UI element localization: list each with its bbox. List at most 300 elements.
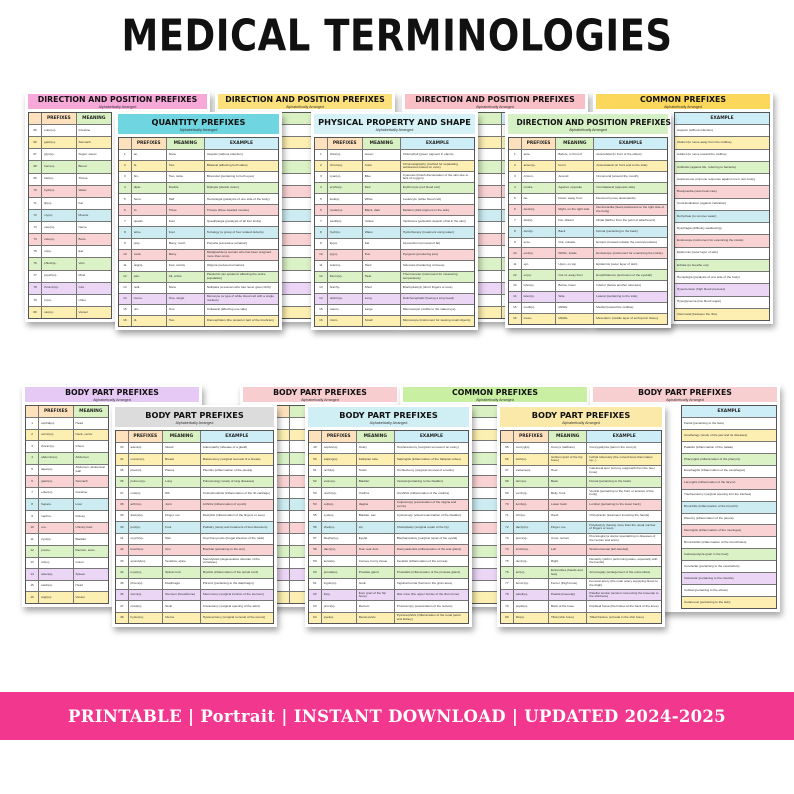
row-example: Inferior (below another structure) (594, 281, 667, 291)
row-number: 3 (119, 172, 132, 182)
sheet-subtitle: Alphabetically Arranged (175, 421, 214, 425)
row-prefix: an- (132, 150, 167, 160)
row-prefix: oste(o)- (42, 234, 76, 245)
row-meaning: Side (556, 292, 594, 302)
table-header-row (309, 431, 468, 443)
table-header-row (29, 113, 111, 125)
row-meaning: Liver (74, 499, 108, 510)
row-prefix: colp(o)- (322, 500, 357, 510)
row-number: 73 (29, 222, 42, 233)
table-row (509, 281, 667, 292)
sheet-title (220, 95, 390, 104)
row-meaning: Patella (kneecap) (549, 590, 587, 600)
sheet-title (120, 117, 277, 127)
row-meaning: Testis (357, 466, 395, 476)
row-example: Bradycardia (slow heart rate) (675, 186, 769, 197)
row-number: 61 (309, 579, 322, 589)
row-example: Triceps (three-headed muscle) (205, 205, 278, 215)
row-meaning: Cornea, horny tissue (357, 556, 395, 566)
row-meaning: Colon (74, 558, 108, 569)
row-example: Exhale (to breathe out) (675, 260, 769, 271)
table-row (682, 442, 776, 454)
row-meaning: Tibia (shin bone) (549, 613, 587, 623)
table-row (509, 259, 667, 270)
table-row (309, 443, 468, 454)
terms-table (508, 137, 668, 325)
row-prefix: neur(o)- (42, 222, 76, 233)
row-number: 49 (309, 443, 322, 453)
row-prefix: myel(o)- (129, 567, 164, 577)
row-number: 4 (119, 183, 132, 193)
row-prefix: poly- (132, 239, 167, 249)
row-number: 12 (509, 270, 522, 280)
sheet-title-text: BODY PART PREFIXES (65, 388, 159, 397)
sheet-title-text: BODY PART PREFIXES (273, 388, 367, 397)
row-meaning: Few, scanty (167, 261, 205, 271)
row-number: 7 (26, 488, 39, 499)
row-meaning: Below, lower (556, 281, 594, 291)
worksheet-preview (115, 112, 282, 330)
col-num-header (309, 431, 322, 442)
row-meaning: Stomach (77, 137, 111, 148)
table-row (29, 174, 111, 186)
table-row (501, 590, 661, 601)
col-example-header: EXAMPLE (675, 113, 769, 124)
row-meaning: Small (363, 316, 401, 326)
table-row (315, 272, 474, 283)
table-row (315, 227, 474, 238)
sheet-subtitle: Alphabetically Arranged (98, 105, 137, 109)
row-number: 53 (309, 488, 322, 498)
row-example: Monocyte (a type of white blood cell with a single nucleus) (205, 294, 278, 304)
row-example: Autoimmune (immune response against one's own body) (675, 174, 769, 185)
row-prefix: dist(o)- (522, 216, 557, 226)
col-meaning-header: MEANING (77, 113, 111, 124)
row-example: Cyanosis (bluish discoloration of the skin due to lack of oxygen) (401, 172, 474, 182)
table-row (116, 522, 273, 533)
col-meaning-header: MEANING (549, 431, 587, 442)
worksheet-preview (497, 405, 665, 627)
row-example: Meningitis (inflammation of the meninges) (682, 525, 776, 536)
row-prefix: dextr(o)- (514, 556, 549, 566)
table-row (309, 511, 468, 522)
row-number: 69 (29, 174, 42, 185)
row-example: Bilateral (affecting both sides) (205, 161, 278, 171)
row-example: Onychomycosis (fungal infection of the nails) (201, 534, 273, 544)
terms-table (681, 405, 777, 609)
row-meaning: Finger, toe (549, 522, 587, 532)
table-row (509, 292, 667, 303)
row-number: 6 (26, 476, 39, 487)
table-row (675, 186, 769, 198)
table-row (26, 546, 108, 558)
row-prefix: psych(o)- (42, 271, 76, 282)
table-row (315, 261, 474, 272)
table-row (116, 500, 273, 511)
table-row (26, 430, 108, 442)
row-number: 1 (119, 150, 132, 160)
row-example: Popliteal fossa (the hollow at the back of the knee) (587, 601, 661, 611)
col-prefixes-header: PREFIXES (328, 138, 363, 149)
row-meaning: Ovary (357, 443, 395, 453)
row-meaning: Two, twice (167, 172, 205, 182)
table-row (29, 137, 111, 149)
row-meaning: Red (363, 183, 401, 193)
row-number: 5 (26, 465, 39, 476)
row-number: 59 (309, 556, 322, 566)
row-number: 68 (29, 161, 42, 172)
row-example: Acromegaly (enlargement of the extremities) (587, 567, 661, 577)
row-prefix: acr(o)- (514, 567, 549, 577)
table-row (309, 567, 468, 578)
row-meaning: Belly, front (549, 488, 587, 498)
row-example: Proctologist (a doctor specializing in diseases of the rectum and anus) (587, 534, 661, 544)
row-example: Antibiotic (against life, referring to bacteria) (675, 162, 769, 173)
row-meaning: Long (363, 294, 401, 304)
row-prefix: ili(o)- (322, 590, 357, 600)
table-row (501, 488, 661, 499)
table-row (509, 270, 667, 281)
sheet-title (30, 95, 205, 104)
sheet-header (314, 114, 475, 134)
row-prefix: nephro- (39, 511, 73, 522)
row-meaning: Short (363, 283, 401, 293)
table-row (682, 573, 776, 585)
row-meaning: Black, dark (363, 205, 401, 215)
row-prefix: melan(o)- (328, 205, 363, 215)
row-meaning: Three (167, 205, 205, 215)
row-meaning: Ilium (part of the hip bone) (357, 590, 395, 600)
table-row (315, 205, 474, 216)
row-prefix: dactyl(o)- (129, 511, 164, 521)
row-prefix: de- (522, 194, 557, 204)
row-meaning: Breast (163, 454, 201, 464)
table-row (119, 161, 278, 172)
row-meaning: Hand (549, 511, 587, 521)
row-number: 79 (501, 601, 514, 611)
col-example-header: EXAMPLE (587, 431, 661, 442)
table-row (26, 441, 108, 453)
row-number: 8 (315, 227, 328, 237)
row-example: Anterolateral (in front and to the side) (594, 161, 667, 171)
row-prefix: mamm(o)- (129, 454, 164, 464)
row-number: 54 (309, 500, 322, 510)
row-prefix: brachi(o)- (129, 545, 164, 555)
row-number: 14 (119, 294, 132, 304)
page-title: MEDICAL TERMINOLOGIES (121, 10, 673, 61)
row-number: 73 (501, 534, 514, 544)
row-example: Distal (farther from the point of attachment) (594, 216, 667, 226)
row-meaning: Ear (77, 246, 111, 257)
table-row (309, 579, 468, 590)
row-prefix: dextr(o)- (522, 205, 557, 215)
row-meaning: Heart (74, 581, 108, 592)
row-example: Hemiplegia (paralysis of one side of the body) (675, 272, 769, 283)
row-number: 33 (116, 443, 129, 453)
row-meaning: Clot (77, 283, 111, 294)
row-meaning: Abdomen (74, 453, 108, 464)
row-meaning: None (167, 150, 205, 160)
row-prefix: olig(o)- (132, 261, 167, 271)
table-row (119, 183, 278, 194)
row-prefix: di- (132, 316, 167, 326)
table-row (501, 443, 661, 454)
row-number: 10 (26, 523, 39, 534)
row-prefix: inguin(o)- (322, 579, 357, 589)
row-meaning: Skull (163, 601, 201, 611)
col-meaning-header: MEANING (357, 431, 395, 442)
row-prefix: cephal(o)- (39, 418, 73, 429)
col-example-header: EXAMPLE (682, 406, 776, 417)
row-meaning: Right (549, 556, 587, 566)
row-meaning: Many, much (167, 239, 205, 249)
row-number: 3 (315, 172, 328, 182)
table-row (116, 545, 273, 556)
table-header-row (116, 431, 273, 443)
row-number: 63 (309, 601, 322, 611)
row-example: Unilateral (affecting one side) (205, 305, 278, 315)
row-meaning: Yellow (363, 216, 401, 226)
table-row (509, 303, 667, 314)
row-example: Chlorophyll (green pigment in plants) (401, 150, 474, 160)
row-example: Craniotomy (surgical opening of the skull) (201, 601, 273, 611)
row-prefix: glyc(o)- (42, 149, 76, 160)
table-header-row (501, 431, 661, 443)
row-prefix: uro- (39, 523, 73, 534)
table-row (29, 283, 111, 295)
sheet-title (117, 410, 272, 420)
table-row (315, 194, 474, 205)
row-number: 14 (509, 292, 522, 302)
row-meaning: Around (556, 172, 594, 182)
row-meaning: Four (167, 227, 205, 237)
sheet-title (407, 95, 583, 104)
table-row (315, 183, 474, 194)
table-row (29, 186, 111, 198)
row-number: 78 (501, 590, 514, 600)
table-row (309, 613, 468, 623)
row-prefix: phren(o)- (129, 579, 164, 589)
row-prefix: coccyg(o)- (514, 443, 549, 453)
table-row (29, 307, 111, 318)
row-prefix: py(o)- (328, 250, 363, 260)
row-meaning: Bladder (357, 477, 395, 487)
row-number: 76 (29, 258, 42, 269)
sheet-header (243, 387, 397, 402)
sheet-title-text: BODY PART PREFIXES (145, 410, 244, 420)
row-meaning: Before, in front of (556, 150, 594, 160)
table-row (309, 488, 468, 499)
row-example: Quadriplegia (paralysis of all four limbs) (205, 216, 278, 226)
row-meaning: Against, opposite (556, 183, 594, 193)
table-row (116, 590, 273, 601)
row-prefix: anter(o)- (522, 161, 557, 171)
row-number: 66 (29, 137, 42, 148)
table-row (682, 597, 776, 608)
row-number: 43 (116, 556, 129, 566)
worksheet-preview (505, 112, 671, 328)
row-prefix: cardi(o)- (39, 581, 73, 592)
table-row (26, 488, 108, 500)
col-example-header: EXAMPLE (395, 431, 468, 442)
table-row (116, 488, 273, 499)
row-prefix: chlor(o)- (328, 150, 363, 160)
row-example: Pleuritis (inflammation of the pleura) (201, 466, 273, 476)
table-row (26, 534, 108, 546)
row-example: Chromatography (method for separating substances based on color) (401, 161, 474, 171)
row-meaning: Large (363, 305, 401, 315)
row-number: 12 (119, 272, 132, 282)
sheet-header (115, 407, 274, 427)
row-number: 68 (501, 477, 514, 487)
row-number: 1 (315, 150, 328, 160)
table-row (675, 162, 769, 174)
row-prefix: pan- (132, 272, 167, 282)
row-meaning: Coccyx (tailbone) (549, 443, 587, 453)
row-example: Epidermis (outer layer of skin) (675, 248, 769, 259)
table-row (501, 556, 661, 567)
row-example: Nullipara (a woman who has never given birth) (205, 283, 278, 293)
table-row (315, 216, 474, 227)
row-example: Melanin (dark pigment in the skin) (401, 205, 474, 215)
row-example: Macroscopic (visible to the naked eye) (401, 305, 474, 315)
sheet-header (308, 407, 469, 427)
row-number: 71 (501, 511, 514, 521)
table-row (116, 443, 273, 454)
row-prefix: enter(o)- (39, 488, 73, 499)
table-row (309, 477, 468, 488)
row-number: 74 (29, 234, 42, 245)
row-example: Patellar tendon (tendon connecting the kneecap to the shinbone) (587, 590, 661, 600)
row-number: 9 (509, 238, 522, 248)
row-example: Thermometer (instrument for measuring temperature) (401, 272, 474, 282)
row-number: 46 (116, 590, 129, 600)
row-example: Chiropractic (treatment involving the hands) (587, 511, 661, 521)
row-example: Coccygodynia (pain in the coccyx) (587, 443, 661, 453)
row-meaning: Double (167, 183, 205, 193)
table-row (116, 579, 273, 590)
table-row (116, 466, 273, 477)
col-num-header (119, 138, 132, 149)
table-row (315, 239, 474, 250)
sheet-header (508, 114, 671, 134)
worksheet-preview (311, 112, 478, 330)
row-prefix: ante- (522, 150, 557, 160)
row-meaning: Mind (77, 271, 111, 282)
row-meaning: Muscle (77, 210, 111, 221)
row-number: 3 (509, 172, 522, 182)
row-example: Contralateral (opposite side) (594, 183, 667, 193)
table-row (26, 592, 108, 603)
row-prefix: patell(o)- (514, 590, 549, 600)
row-meaning: Middle (556, 314, 594, 324)
row-meaning: Fat (77, 198, 111, 209)
row-example: Brachial (pertaining to the arm) (201, 545, 273, 555)
row-number: 7 (315, 216, 328, 226)
table-row (309, 590, 468, 601)
col-meaning-header: MEANING (556, 138, 594, 149)
row-prefix: uni- (132, 305, 167, 315)
row-meaning: Back (556, 227, 594, 237)
row-example: Bronchitis (inflammation of the bronchi) (682, 502, 776, 513)
row-meaning: Vessel (77, 307, 111, 318)
row-example: Adenopathy (disease of a gland) (201, 443, 273, 453)
row-meaning: Heel (549, 466, 587, 476)
row-prefix: ur(o)- (42, 295, 76, 306)
terms-table (25, 405, 109, 604)
sheet-title-text: QUANTITY PREFIXES (151, 117, 246, 127)
row-number: 10 (119, 250, 132, 260)
sheet-header (500, 407, 662, 427)
row-prefix: gastr(o)- (39, 476, 73, 487)
row-example: Pyogenic (producing pus) (401, 250, 474, 260)
row-number: 8 (509, 227, 522, 237)
sheet-header (405, 94, 585, 109)
sheet-subtitle: Alphabetically Arranged (476, 105, 514, 109)
row-number: 16 (119, 316, 132, 326)
table-row (119, 205, 278, 216)
row-example: Adduct (to move toward the midline) (675, 150, 769, 161)
table-header-row (119, 138, 278, 150)
row-number: 47 (116, 601, 129, 611)
row-prefix: hydr(o)- (328, 227, 363, 237)
row-number: 44 (116, 567, 129, 577)
table-row (119, 239, 278, 250)
table-row (509, 205, 667, 216)
table-row (26, 558, 108, 570)
row-meaning: Urine (77, 295, 111, 306)
row-example: Cerebellar (pertaining to the cerebellum) (682, 561, 776, 572)
table-row (26, 511, 108, 523)
row-example: Polydactyly (having more than the usual number of fingers or toes) (587, 522, 661, 532)
row-number: 16 (509, 314, 522, 324)
row-example: Asepsis (without infection) (675, 125, 769, 136)
row-prefix: lip(o)- (42, 198, 76, 209)
row-number: 50 (309, 454, 322, 464)
row-number: 15 (26, 581, 39, 592)
row-example: Multigravida (a woman who has been pregnant more than once) (205, 250, 278, 260)
table-row (119, 261, 278, 272)
row-example: Dorsal (pertaining to the back) (594, 227, 667, 237)
row-number: 15 (509, 303, 522, 313)
promo-banner (0, 692, 794, 740)
row-number: 70 (29, 186, 42, 197)
table-row (119, 194, 278, 205)
row-meaning: Front (556, 161, 594, 171)
table-row (501, 500, 661, 511)
row-example: Tetralogy (a group of four related defects) (205, 227, 278, 237)
row-prefix: circum- (522, 172, 557, 182)
row-meaning: Back (549, 477, 587, 487)
row-meaning: Eyelid (357, 534, 395, 544)
row-example: Iliac crest (the upper border of the ilium bone) (395, 590, 468, 600)
row-meaning: Tear, tear duct (357, 545, 395, 555)
row-example: Exophthalmos (protrusion of the eyeball) (594, 270, 667, 280)
row-prefix: tibi(o)- (514, 613, 549, 623)
row-prefix: enter(o)- (42, 125, 76, 136)
row-number: 4 (509, 183, 522, 193)
row-meaning: Right, on the right side (556, 205, 594, 215)
table-row (29, 198, 111, 210)
row-number: 80 (29, 307, 42, 318)
row-meaning: Rib (163, 488, 201, 498)
table-header-row (26, 406, 108, 418)
row-example: Intercostal (between the ribs) (675, 309, 769, 320)
row-number: 2 (509, 161, 522, 171)
row-number: 38 (116, 500, 129, 510)
row-number: 11 (119, 261, 132, 271)
row-prefix: vas(o)- (42, 307, 76, 318)
